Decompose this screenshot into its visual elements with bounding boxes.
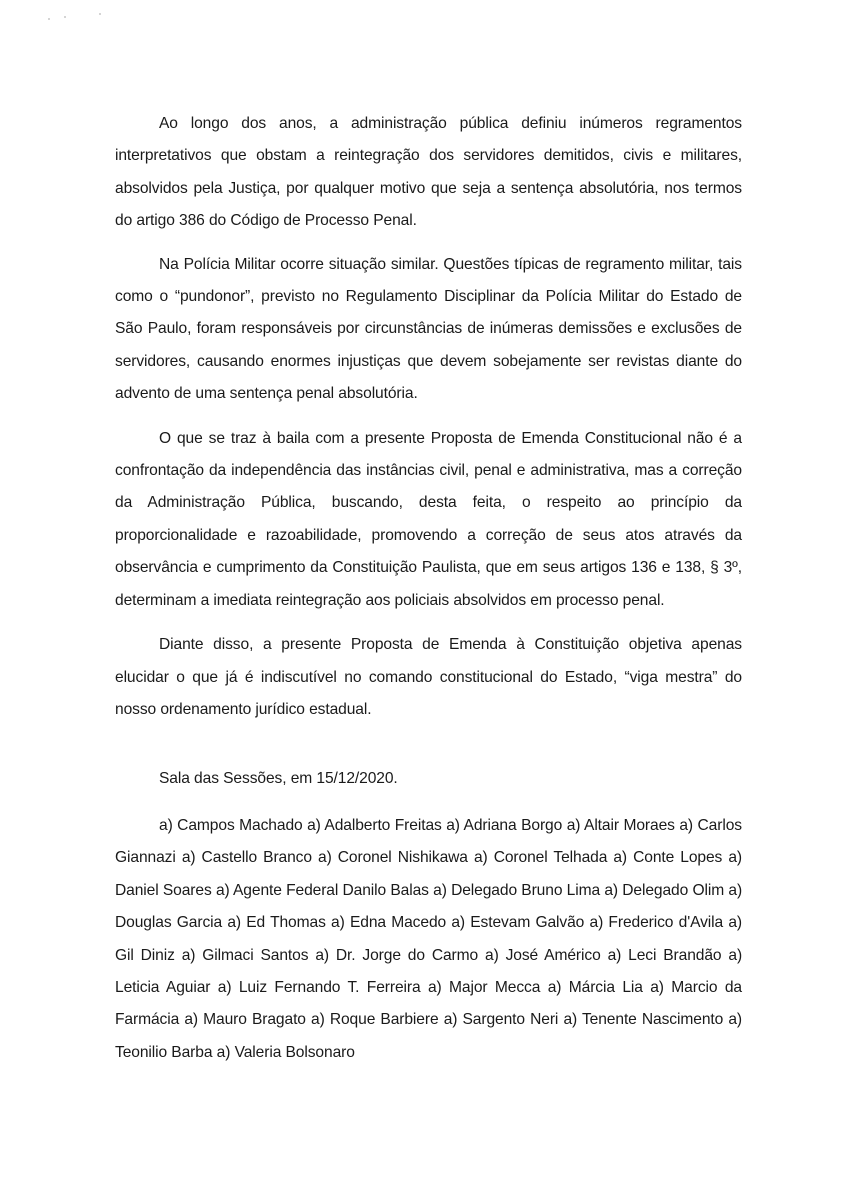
signature-prefix: a) xyxy=(181,849,202,867)
signatory-name: Adriana Borgo xyxy=(463,817,563,834)
document-body xyxy=(115,108,742,726)
signature-prefix: a) xyxy=(473,849,494,867)
signatory-name: Teonilio Barba xyxy=(115,1043,213,1061)
signature-prefix: a) xyxy=(613,849,634,867)
signatory-name: Carlos Giannazi xyxy=(115,817,742,867)
signature-prefix: a) xyxy=(679,817,698,834)
signatory-name: José Américo xyxy=(505,946,601,964)
signature-prefix: a) xyxy=(159,817,178,834)
signatory-name: Roque Barbiere xyxy=(329,1011,439,1029)
signature-prefix: a) xyxy=(607,946,629,964)
signature-prefix: a) xyxy=(433,881,452,899)
paragraph-4: Diante disso, a presente Proposta de Emenda à Constituição objetiva apenas elucidar o que já é indiscutível no comando constitucional do Estado, “viga mestra” do nosso ordenamento jurídico estadual. xyxy=(115,636,742,718)
signatory-name: Edna Macedo xyxy=(349,914,447,932)
signatory-name: Gilmaci Santos xyxy=(202,946,309,964)
signature-prefix: a) xyxy=(184,1011,204,1029)
signature-prefix: a) xyxy=(427,979,449,997)
scan-artifact xyxy=(64,16,66,18)
signatory-name: Coronel Nishikawa xyxy=(337,849,468,867)
signature-prefix: a) xyxy=(547,979,569,997)
signatory-name: Luiz Fernando T. Ferreira xyxy=(238,979,421,997)
signatory-name: Valeria Bolsonaro xyxy=(234,1043,355,1061)
place-and-date: Sala das Sessões, em 15/12/2020. xyxy=(159,770,398,787)
signatory-name: Sargento Neri xyxy=(462,1011,559,1029)
signatory-name: Campos Machado xyxy=(177,817,303,834)
signature-prefix: a) xyxy=(650,979,672,997)
signatory-name: Delegado Bruno Lima xyxy=(451,881,601,899)
paragraph-1: Ao longo dos anos, a administração pública definiu inúmeros regramentos interpretativos que obstam a reintegração dos servidores demitidos, civis e militares, absolvidos pela Justiça, por qualquer motivo que seja a sentença absolutória, nos termos do artigo 386 do Código de Processo Penal. xyxy=(115,115,742,230)
paragraph-2: Na Polícia Militar ocorre situação similar. Questões típicas de regramento militar, tais como o “pundonor”, previsto no Regulamento Disciplinar da Polícia Militar do Estado de São Paulo, foram responsáveis por circunstâncias de inúmeras demissões e exclusões de servidores, causando enormes injustiças que devem sobejamente ser revistas diante do advento de uma sentença penal absolutória. xyxy=(115,255,742,403)
signature-prefix: a) xyxy=(563,1011,582,1029)
signatory-name: Altair Moraes xyxy=(584,817,675,834)
signature-prefix: a) xyxy=(215,881,233,899)
signature-prefix: a) xyxy=(728,1011,743,1029)
signature-prefix: a) xyxy=(217,979,239,997)
signature-prefix: a) xyxy=(216,1043,235,1061)
signatory-name: Daniel Soares xyxy=(115,881,212,899)
signature-prefix: a) xyxy=(728,946,743,964)
signatory-name: Márcia Lia xyxy=(568,979,643,997)
signature-prefix: a) xyxy=(227,914,247,932)
signatory-name: Castello Branco xyxy=(201,849,312,867)
signature-prefix: a) xyxy=(589,914,609,932)
signature-prefix: a) xyxy=(311,1011,330,1029)
signatory-name: Estevam Galvão xyxy=(470,914,585,932)
signatory-name: Frederico d'Avila xyxy=(608,914,724,932)
signature-prefix: a) xyxy=(451,914,471,932)
scan-artifact xyxy=(99,13,101,15)
signature-prefix: a) xyxy=(331,914,350,932)
signature-prefix: a) xyxy=(446,817,464,834)
signatory-name: Douglas Garcia xyxy=(115,914,223,932)
signatory-name: Leticia Aguiar xyxy=(115,979,211,997)
signature-prefix: a) xyxy=(604,881,623,899)
signatory-name: Conte Lopes xyxy=(633,849,723,867)
signature-prefix: a) xyxy=(307,817,325,834)
signature-prefix: a) xyxy=(485,946,506,964)
signature-prefix: a) xyxy=(181,946,203,964)
signatory-name: Marcio da Farmácia xyxy=(115,979,742,1029)
signature-prefix: a) xyxy=(318,849,338,867)
signatory-name: Tenente Nascimento xyxy=(581,1011,724,1029)
signatory-name: Coronel Telhada xyxy=(493,849,608,867)
signature-prefix: a) xyxy=(728,849,742,867)
signatory-name: Dr. Jorge do Carmo xyxy=(335,946,479,964)
scan-artifact xyxy=(48,18,50,20)
signature-prefix: a) xyxy=(315,946,336,964)
signature-prefix: a) xyxy=(728,881,743,899)
signatory-name: Ed Thomas xyxy=(246,914,326,932)
paragraph-3: O que se traz à baila com a presente Proposta de Emenda Constitucional não é a confrontação da independência das instâncias civil, penal e administrativa, mas a correção da Administração Pública, buscando, desta feita, o respeito ao princípio da proporcionalidade e razoabilidade, promovendo a correção de seus atos através da observância e cumprimento da Constituição Paulista, que em seus artigos 136 e 138, § 3º, determinam a imediata reintegração aos policiais absolvidos em processo penal. xyxy=(115,429,742,609)
signature-prefix: a) xyxy=(728,914,743,932)
signature-prefix: a) xyxy=(443,1011,463,1029)
signatory-name: Delegado Olim xyxy=(622,881,725,899)
signatories-list xyxy=(115,810,742,1069)
signatory-name: Mauro Bragato xyxy=(203,1011,306,1029)
signatory-name: Adalberto Freitas xyxy=(324,817,442,834)
signatory-name: Agente Federal Danilo Balas xyxy=(233,881,429,899)
signature-prefix: a) xyxy=(566,817,585,834)
signatory-name: Leci Brandão xyxy=(628,946,722,964)
signatory-name: Gil Diniz xyxy=(115,946,175,964)
signatory-name: Major Mecca xyxy=(449,979,541,997)
